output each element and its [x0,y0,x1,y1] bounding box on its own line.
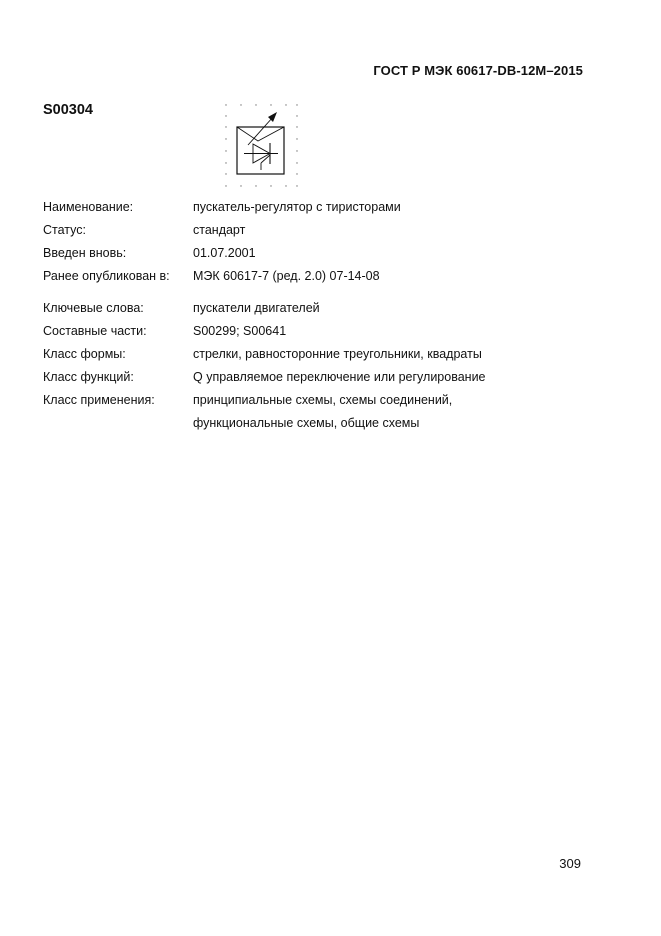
property-row-status [43,219,486,242]
property-label: Статус: [43,223,86,237]
page-number: 309 [559,856,581,871]
property-label: Класс применения: [43,393,155,407]
property-value-line: принципиальные схемы, схемы соединений, [193,393,453,407]
symbol-code: S00304 [43,102,93,118]
property-value [193,389,452,435]
property-value: пускатели двигателей [193,301,320,315]
property-row-previously-published [43,265,486,288]
property-label: Наименование: [43,200,134,214]
properties-table [43,196,486,435]
property-value: стандарт [193,223,246,237]
property-value: МЭК 60617-7 (ред. 2.0) 07-14-08 [193,269,380,283]
property-row-name [43,196,486,219]
property-value: стрелки, равносторонние треугольники, квадраты [193,347,482,361]
property-label: Составные части: [43,324,147,338]
property-value: S00299; S00641 [193,324,287,338]
property-label: Класс функций: [43,370,134,384]
property-row-keywords [43,297,486,320]
property-row-shape-class [43,343,486,366]
property-label: Введен вновь: [43,246,127,260]
standard-title: ГОСТ Р МЭК 60617-DB-12M–2015 [373,63,583,78]
property-value: Q управляемое переключение или регулирование [193,370,486,384]
property-row-introduced [43,242,486,265]
property-label: Ранее опубликован в: [43,269,170,283]
property-value: пускатель-регулятор с тиристорами [193,200,401,214]
thyristor-starter-regulator-icon [218,98,308,193]
property-row-function-class [43,366,486,389]
property-label: Класс формы: [43,347,126,361]
property-row-components [43,320,486,343]
property-value-line: функциональные схемы, общие схемы [193,416,420,430]
property-value: 01.07.2001 [193,246,256,260]
property-label: Ключевые слова: [43,301,144,315]
property-row-application-class [43,389,486,435]
